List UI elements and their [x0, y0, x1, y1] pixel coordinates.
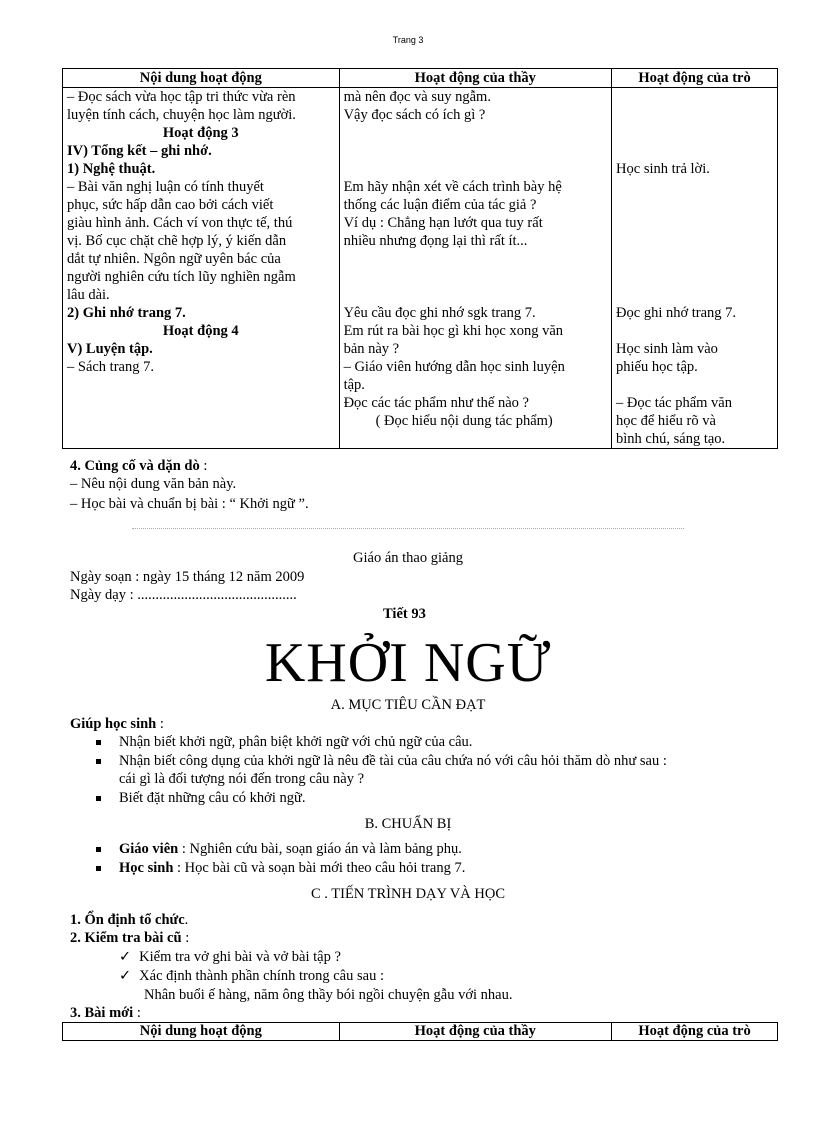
- bullet-icon: [96, 759, 101, 764]
- activity-table: [62, 68, 778, 449]
- section-a-heading: A. MỤC TIÊU CẦN ĐẠT: [330, 697, 486, 713]
- text-line: Vậy đọc sách có ích gì ?: [343, 107, 486, 123]
- text-line: lâu dài.: [67, 287, 110, 303]
- section-heading: IV) Tổng kết – ghi nhớ.: [67, 143, 212, 159]
- subsection-heading: 2) Ghi nhớ trang 7.: [67, 305, 186, 321]
- table-row: [63, 88, 778, 449]
- text-line: Học sinh trả lời.: [616, 161, 710, 177]
- table-header-row: [63, 69, 778, 88]
- text-line: cái gì là đối tượng nói đến trong câu này ?: [119, 771, 365, 787]
- text-line: học để hiểu rõ và: [616, 413, 716, 429]
- teacher-cell: [339, 88, 611, 449]
- bullet-icon: [96, 740, 101, 745]
- activity-heading: Hoạt động 4: [162, 323, 239, 339]
- text-line: Em hãy nhận xét về cách trình bày hệ: [343, 179, 562, 195]
- text-line: Đọc ghi nhớ trang 7.: [616, 305, 737, 321]
- text-line: nhiều nhưng đọng lại thì rất ít...: [343, 233, 528, 249]
- text-line: bình chú, sáng tạo.: [616, 431, 726, 447]
- checkmark-icon: ✓: [119, 949, 132, 965]
- text-line: người nghiên cứu tích lũy nghiền ngẫm: [67, 269, 296, 285]
- prepare-date: Ngày soạn : ngày 15 tháng 12 năm 2009: [70, 569, 305, 585]
- activity-heading: Hoạt động 3: [162, 125, 239, 141]
- lesson-title: KHỞI NGỮ: [264, 632, 552, 694]
- text-line: – Giáo viên hướng dẫn học sinh luyện: [343, 359, 565, 375]
- bullet-icon: [96, 866, 101, 871]
- header-content: Nội dung hoạt động: [63, 69, 340, 88]
- header-content: Nội dung hoạt động: [63, 1023, 340, 1041]
- content-cell: [63, 88, 340, 449]
- list-item: Nhận biết khởi ngữ, phân biệt khởi ngữ với chủ ngữ của câu.: [96, 734, 472, 751]
- list-item: Giáo viên : Nghiên cứu bài, soạn giáo án và làm bảng phụ.: [96, 841, 462, 858]
- text-line: – Học bài và chuẩn bị bài : “ Khởi ngữ ”.: [70, 496, 309, 512]
- text-line: phiếu học tập.: [616, 359, 698, 375]
- header-teacher: Hoạt động của thầy: [339, 1023, 611, 1041]
- text-line: Em rút ra bài học gì khi học xong văn: [343, 323, 564, 339]
- checkmark-icon: ✓: [119, 968, 132, 984]
- text-line: Ví dụ : Chẳng hạn lướt qua tuy rất: [343, 215, 543, 231]
- text-line: mà nên đọc và suy ngẫm.: [343, 89, 491, 105]
- lesson-type: Giáo án thao giảng: [353, 550, 463, 566]
- header-student: Hoạt động của trò: [612, 69, 778, 88]
- help-students: Giúp học sinh :: [70, 716, 164, 732]
- text-line: ( Đọc hiểu nội dung tác phẩm): [375, 413, 553, 429]
- text-line: – Sách trang 7.: [67, 359, 154, 375]
- text-line: Nhân buổi ế hàng, năm ông thầy bói ngồi chuyện gẫu với nhau.: [144, 987, 513, 1003]
- table-header-row: [63, 1023, 778, 1041]
- period-number: Tiết 93: [383, 606, 426, 622]
- text-line: thống các luận điểm của tác giả ?: [343, 197, 537, 213]
- text-line: vị. Bố cục chặt chẽ hợp lý, ý kiến dẫn: [67, 233, 287, 249]
- step-heading: 2. Kiểm tra bài cũ :: [70, 930, 190, 946]
- consolidation-heading: 4. Củng cố và dặn dò :: [70, 458, 208, 474]
- section-c-heading: C . TIẾN TRÌNH DẠY VÀ HỌC: [310, 886, 505, 902]
- step-heading: 1. Ổn định tổ chức.: [70, 912, 189, 928]
- section-heading: V) Luyện tập.: [67, 341, 153, 357]
- text-line: tập.: [343, 377, 365, 393]
- text-line: – Đọc tác phẩm văn: [616, 395, 732, 411]
- text-line: Đọc các tác phẩm như thế nào ?: [343, 395, 529, 411]
- list-item: ✓ Kiểm tra vở ghi bài và vở bài tập ?: [119, 949, 341, 965]
- teach-date: Ngày dạy : ............................................: [70, 587, 297, 603]
- text-line: – Bài văn nghị luận có tính thuyết: [67, 179, 264, 195]
- subsection-heading: 1) Nghệ thuật.: [67, 161, 156, 177]
- page-number: Trang 3: [392, 35, 424, 45]
- text-line: bản này ?: [343, 341, 400, 357]
- text-line: – Đọc sách vừa học tập tri thức vừa rèn: [67, 89, 296, 105]
- text-line: Yêu cầu đọc ghi nhớ sgk trang 7.: [343, 305, 536, 321]
- text-line: phục, sức hấp dẫn cao bởi cách viết: [67, 197, 274, 213]
- bullet-icon: [96, 796, 101, 801]
- text-line: giàu hình ảnh. Cách ví von thực tế, thú: [67, 215, 293, 231]
- header-teacher: Hoạt động của thầy: [339, 69, 611, 88]
- list-item: ✓ Xác định thành phần chính trong câu sau :: [119, 968, 384, 984]
- activity-table-2: [62, 1022, 778, 1041]
- text-line: luyện tính cách, chuyện học làm người.: [67, 107, 296, 123]
- list-item: Học sinh : Học bài cũ và soạn bài mới theo câu hỏi trang 7.: [96, 860, 465, 877]
- header-student: Hoạt động của trò: [612, 1023, 778, 1041]
- text-line: Học sinh làm vào: [616, 341, 718, 357]
- divider: [132, 528, 684, 529]
- bullet-icon: [96, 847, 101, 852]
- student-cell: [612, 88, 778, 449]
- section-b-heading: B. CHUẨN BỊ: [364, 816, 452, 832]
- list-item: Nhận biết công dụng của khởi ngữ là nêu đề tài của câu chứa nó với câu hỏi thăm dò như sau :: [96, 753, 667, 770]
- list-item: Biết đặt những câu có khởi ngữ.: [96, 790, 305, 807]
- text-line: – Nêu nội dung văn bản này.: [70, 476, 237, 492]
- step-heading: 3. Bài mới :: [70, 1005, 141, 1021]
- text-line: dắt tự nhiên. Ngôn ngữ uyên bác của: [67, 251, 281, 267]
